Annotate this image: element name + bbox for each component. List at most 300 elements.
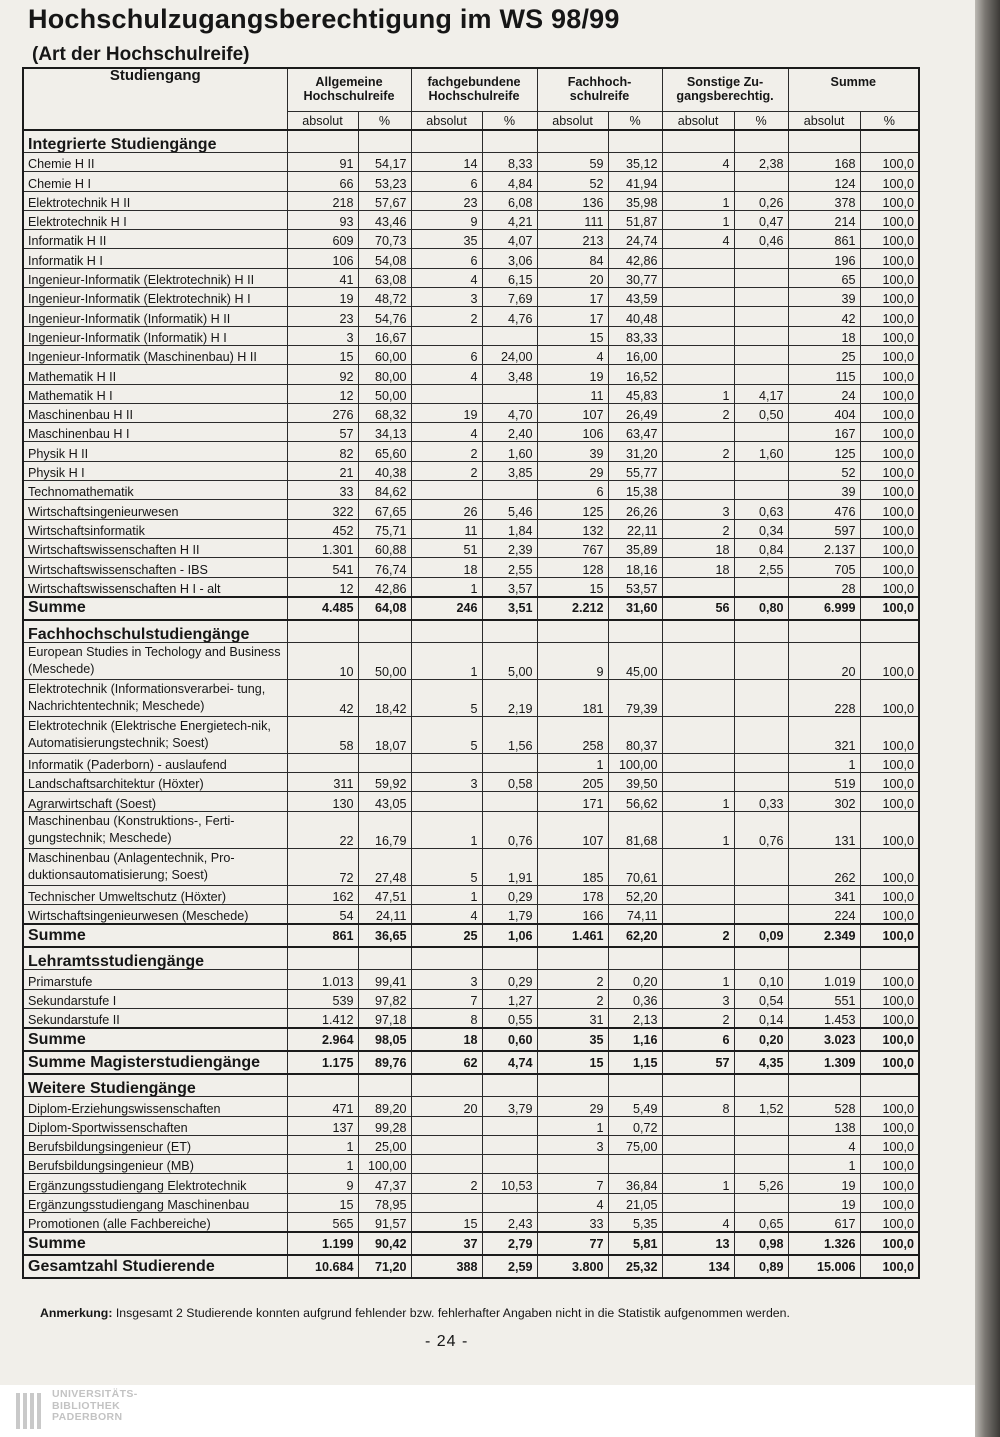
table-cell: 13	[662, 1232, 734, 1255]
table-cell: 9	[537, 642, 608, 679]
table-cell: 1,91	[482, 848, 537, 885]
table-cell: 6	[537, 481, 608, 500]
table-cell: 52	[537, 172, 608, 191]
table-cell: 35,89	[608, 538, 662, 557]
table-cell: 4,74	[482, 1051, 537, 1074]
row-label: Summe Magisterstudiengänge	[23, 1051, 287, 1074]
table-cell	[734, 1116, 788, 1135]
page-title: Hochschulzugangsberechtigung im WS 98/99	[28, 4, 620, 34]
row-label: Landschaftsarchitektur (Höxter)	[23, 773, 287, 792]
table-cell	[662, 1135, 734, 1154]
table-cell: 100,0	[860, 716, 919, 753]
table-row	[23, 792, 919, 811]
table-row	[23, 577, 919, 597]
table-cell: 18	[788, 326, 860, 345]
table-cell: 100,0	[860, 1051, 919, 1074]
table-cell: 20	[411, 1097, 482, 1116]
table-cell	[734, 345, 788, 364]
table-cell: 0,34	[734, 519, 788, 538]
table-cell: 16,79	[358, 811, 411, 848]
table-cell: 5,81	[608, 1232, 662, 1255]
row-label: Informatik (Paderborn) - auslaufend	[23, 753, 287, 772]
table-cell: 9	[287, 1174, 358, 1193]
table-cell: 39	[788, 288, 860, 307]
row-label: Wirtschaftswissenschaften - IBS	[23, 558, 287, 577]
table-cell: 0,76	[734, 811, 788, 848]
table-cell: 228	[788, 679, 860, 716]
table-cell: 11	[411, 519, 482, 538]
table-cell: 92	[287, 365, 358, 384]
table-cell: 14	[411, 153, 482, 172]
table-cell	[860, 620, 919, 643]
table-cell	[287, 1074, 358, 1097]
table-cell: 181	[537, 679, 608, 716]
table-cell: 0,76	[482, 811, 537, 848]
table-cell: 56,62	[608, 792, 662, 811]
table-cell: 2.137	[788, 538, 860, 557]
table-cell	[734, 753, 788, 772]
table-cell: 100,0	[860, 1174, 919, 1193]
table-cell: 97,18	[358, 1008, 411, 1028]
row-label: Ergänzungsstudiengang Elektrotechnik	[23, 1174, 287, 1193]
table-cell: 4	[662, 1212, 734, 1232]
table-cell	[734, 642, 788, 679]
table-cell: 1.013	[287, 970, 358, 989]
table-cell: 1,27	[482, 989, 537, 1008]
table-row	[23, 679, 919, 716]
table-cell	[734, 620, 788, 643]
table-cell: 476	[788, 500, 860, 519]
table-cell: 100,0	[860, 326, 919, 345]
table-cell	[734, 905, 788, 925]
table-cell: 100,0	[860, 1028, 919, 1051]
table-cell: 100,0	[860, 403, 919, 422]
table-cell: 84,62	[358, 481, 411, 500]
table-cell: 54,17	[358, 153, 411, 172]
table-cell: 6	[662, 1028, 734, 1051]
table-cell	[358, 620, 411, 643]
table-cell: 262	[788, 848, 860, 885]
table-cell	[287, 947, 358, 970]
header-absolut: absolut	[411, 112, 482, 131]
table-cell: 60,00	[358, 345, 411, 364]
table-cell	[734, 577, 788, 597]
table-cell: 100,0	[860, 307, 919, 326]
table-row	[23, 365, 919, 384]
table-cell: 36,65	[358, 924, 411, 947]
table-cell: 22	[287, 811, 358, 848]
table-cell	[482, 1074, 537, 1097]
table-cell: 67,65	[358, 500, 411, 519]
row-label: Wirtschaftsingenieurwesen	[23, 500, 287, 519]
table-cell: 100,0	[860, 1008, 919, 1028]
table-cell: 19	[788, 1174, 860, 1193]
table-cell: 100,0	[860, 905, 919, 925]
table-cell: 41	[287, 268, 358, 287]
table-cell: 0,89	[734, 1255, 788, 1278]
table-cell: 3.800	[537, 1255, 608, 1278]
table-cell: 3,51	[482, 597, 537, 620]
table-cell: 2,59	[482, 1255, 537, 1278]
table-cell: 0,63	[734, 500, 788, 519]
table-cell: 3	[411, 970, 482, 989]
table-row	[23, 249, 919, 268]
table-row	[23, 288, 919, 307]
table-cell: 167	[788, 423, 860, 442]
table-cell: 1	[537, 753, 608, 772]
table-cell: 15.006	[788, 1255, 860, 1278]
table-cell: 91,57	[358, 1212, 411, 1232]
table-cell: 100,0	[860, 597, 919, 620]
table-cell: 33	[287, 481, 358, 500]
table-cell: 1,16	[608, 1028, 662, 1051]
table-cell	[662, 716, 734, 753]
table-cell: 24	[788, 384, 860, 403]
table-cell: 378	[788, 191, 860, 210]
table-cell: 5	[411, 848, 482, 885]
table-cell	[788, 1074, 860, 1097]
table-cell: 80,37	[608, 716, 662, 753]
table-cell: 258	[537, 716, 608, 753]
table-cell: 35,12	[608, 153, 662, 172]
table-cell: 1.309	[788, 1051, 860, 1074]
table-cell	[860, 947, 919, 970]
table-cell: 19	[788, 1193, 860, 1212]
table-cell: 57	[287, 423, 358, 442]
table-cell	[411, 1193, 482, 1212]
table-cell	[734, 885, 788, 904]
table-cell: 77	[537, 1232, 608, 1255]
table-cell: 597	[788, 519, 860, 538]
table-cell: 10.684	[287, 1255, 358, 1278]
table-cell: 15,38	[608, 481, 662, 500]
summe-row	[23, 924, 919, 947]
table-cell	[662, 172, 734, 191]
row-label: Ingenieur-Informatik (Elektrotechnik) H I	[23, 288, 287, 307]
table-cell: 54,76	[358, 307, 411, 326]
table-cell: 43,46	[358, 210, 411, 229]
table-cell: 4	[411, 268, 482, 287]
table-cell: 4	[662, 230, 734, 249]
table-cell: 79,39	[608, 679, 662, 716]
table-cell: 100,0	[860, 753, 919, 772]
table-cell	[482, 1155, 537, 1174]
table-cell: 2	[411, 461, 482, 480]
table-cell: 35	[411, 230, 482, 249]
page-subtitle: (Art der Hochschulreife)	[32, 44, 250, 65]
table-cell	[662, 1155, 734, 1174]
table-cell	[662, 307, 734, 326]
table-cell: 1,60	[734, 442, 788, 461]
table-cell: 4.485	[287, 597, 358, 620]
table-cell: 1	[411, 577, 482, 597]
table-cell: 25,00	[358, 1135, 411, 1154]
table-cell	[734, 130, 788, 153]
table-cell: 15	[411, 1212, 482, 1232]
row-label: Elektrotechnik H II	[23, 191, 287, 210]
table-cell: 1	[287, 1155, 358, 1174]
table-cell	[482, 481, 537, 500]
table-cell: 2	[662, 403, 734, 422]
table-cell: 4,17	[734, 384, 788, 403]
table-cell: 124	[788, 172, 860, 191]
table-cell: 6,08	[482, 191, 537, 210]
table-cell: 60,88	[358, 538, 411, 557]
table-cell: 3,57	[482, 577, 537, 597]
table-cell	[411, 1116, 482, 1135]
table-cell: 100,0	[860, 423, 919, 442]
table-cell: 68,32	[358, 403, 411, 422]
table-cell: 18,16	[608, 558, 662, 577]
table-cell: 3	[662, 500, 734, 519]
table-row	[23, 1212, 919, 1232]
table-cell: 6.999	[788, 597, 860, 620]
table-row	[23, 538, 919, 557]
table-cell	[608, 1155, 662, 1174]
table-cell: 43,05	[358, 792, 411, 811]
table-cell: 767	[537, 538, 608, 557]
table-row	[23, 885, 919, 904]
row-label: Ingenieur-Informatik (Elektrotechnik) H II	[23, 268, 287, 287]
table-cell: 4,84	[482, 172, 537, 191]
table-cell: 609	[287, 230, 358, 249]
row-label: Ingenieur-Informatik (Informatik) H I	[23, 326, 287, 345]
table-row	[23, 1174, 919, 1193]
table-cell: 2	[537, 970, 608, 989]
table-cell: 37	[411, 1232, 482, 1255]
table-cell: 100,0	[860, 1255, 919, 1278]
table-cell: 80,00	[358, 365, 411, 384]
summe-magister-row	[23, 1051, 919, 1074]
table-cell: 7,69	[482, 288, 537, 307]
table-cell: 134	[662, 1255, 734, 1278]
table-cell	[860, 130, 919, 153]
row-label: Maschinenbau H II	[23, 403, 287, 422]
table-cell: 100,0	[860, 1097, 919, 1116]
table-cell: 53,57	[608, 577, 662, 597]
table-cell: 3	[287, 326, 358, 345]
table-cell: 24,11	[358, 905, 411, 925]
table-cell: 16,52	[608, 365, 662, 384]
table-cell: 51,87	[608, 210, 662, 229]
table-cell: 18	[411, 1028, 482, 1051]
table-cell: 57	[662, 1051, 734, 1074]
table-cell	[537, 1074, 608, 1097]
header-group: Summe	[788, 68, 919, 112]
table-cell: 5,35	[608, 1212, 662, 1232]
table-cell: 388	[411, 1255, 482, 1278]
table-cell	[358, 1074, 411, 1097]
table-cell: 12	[287, 577, 358, 597]
table-cell: 21,05	[608, 1193, 662, 1212]
table-cell: 54	[287, 905, 358, 925]
table-cell: 42,86	[608, 249, 662, 268]
table-cell: 4	[537, 345, 608, 364]
table-cell: 34,13	[358, 423, 411, 442]
table-cell: 276	[287, 403, 358, 422]
table-cell: 8,33	[482, 153, 537, 172]
table-cell: 100,0	[860, 461, 919, 480]
table-cell: 100,0	[860, 773, 919, 792]
table-cell: 91	[287, 153, 358, 172]
table-cell: 2	[537, 989, 608, 1008]
table-cell: 97,82	[358, 989, 411, 1008]
table-cell: 12	[287, 384, 358, 403]
table-cell: 74,11	[608, 905, 662, 925]
table-cell: 404	[788, 403, 860, 422]
row-label: Mathematik H II	[23, 365, 287, 384]
row-label: Summe	[23, 1232, 287, 1255]
table-cell: 71,20	[358, 1255, 411, 1278]
table-cell: 2.964	[287, 1028, 358, 1051]
table-cell	[734, 481, 788, 500]
row-label: Chemie H II	[23, 153, 287, 172]
table-cell: 10,53	[482, 1174, 537, 1193]
table-row	[23, 1097, 919, 1116]
table-row	[23, 773, 919, 792]
table-cell: 1,60	[482, 442, 537, 461]
table-cell: 100,0	[860, 885, 919, 904]
table-cell: 471	[287, 1097, 358, 1116]
row-label: Diplom-Erziehungswissenschaften	[23, 1097, 287, 1116]
table-cell: 100,0	[860, 924, 919, 947]
header-row-groups	[23, 68, 919, 112]
table-cell: 99,41	[358, 970, 411, 989]
table-cell: 1.019	[788, 970, 860, 989]
table-body	[23, 130, 919, 1278]
table-cell: 30,77	[608, 268, 662, 287]
row-label: Summe	[23, 597, 287, 620]
table-cell: 2,38	[734, 153, 788, 172]
table-cell: 100,00	[608, 753, 662, 772]
table-cell	[608, 947, 662, 970]
table-cell: 3,85	[482, 461, 537, 480]
table-cell	[662, 905, 734, 925]
table-cell: 125	[788, 442, 860, 461]
table-cell: 100,0	[860, 288, 919, 307]
table-cell: 42	[788, 307, 860, 326]
table-cell: 100,0	[860, 642, 919, 679]
table-row	[23, 848, 919, 885]
table-cell: 1.453	[788, 1008, 860, 1028]
row-label: Wirtschaftswissenschaften H II	[23, 538, 287, 557]
table-cell	[734, 1193, 788, 1212]
table-cell	[662, 423, 734, 442]
row-label: Berufsbildungsingenieur (MB)	[23, 1155, 287, 1174]
table-cell: 78,95	[358, 1193, 411, 1212]
table-cell: 17	[537, 307, 608, 326]
row-label: Summe	[23, 924, 287, 947]
table-cell: 5,26	[734, 1174, 788, 1193]
table-cell: 0,29	[482, 970, 537, 989]
table-cell: 35,98	[608, 191, 662, 210]
table-cell: 1,52	[734, 1097, 788, 1116]
table-cell	[411, 481, 482, 500]
table-cell: 28	[788, 577, 860, 597]
table-cell: 452	[287, 519, 358, 538]
row-label: Diplom-Sportwissenschaften	[23, 1116, 287, 1135]
table-cell: 18,07	[358, 716, 411, 753]
table-cell: 58	[287, 716, 358, 753]
table-cell: 0,72	[608, 1116, 662, 1135]
header-absolut: absolut	[287, 112, 358, 131]
table-cell: 213	[537, 230, 608, 249]
table-cell: 2.212	[537, 597, 608, 620]
table-cell: 2,19	[482, 679, 537, 716]
table-cell: 57,67	[358, 191, 411, 210]
footnote-label: Anmerkung:	[40, 1306, 113, 1320]
table-cell: 861	[788, 230, 860, 249]
table-cell: 2	[662, 442, 734, 461]
section-title: Weitere Studiengänge	[23, 1074, 287, 1097]
table-cell: 0,14	[734, 1008, 788, 1028]
table-row	[23, 970, 919, 989]
table-cell: 5,49	[608, 1097, 662, 1116]
section-title-row	[23, 947, 919, 970]
table-cell: 29	[537, 461, 608, 480]
table-cell	[734, 249, 788, 268]
table-cell: 2,43	[482, 1212, 537, 1232]
table-cell	[608, 1074, 662, 1097]
table-cell	[734, 268, 788, 287]
table-cell	[734, 326, 788, 345]
statistics-table	[22, 67, 920, 1279]
table-cell	[482, 326, 537, 345]
table-cell	[662, 679, 734, 716]
table-row	[23, 461, 919, 480]
table-cell: 107	[537, 403, 608, 422]
table-cell	[662, 753, 734, 772]
table-cell	[411, 130, 482, 153]
row-label: Elektrotechnik H I	[23, 210, 287, 229]
table-cell	[734, 947, 788, 970]
table-row	[23, 230, 919, 249]
table-row	[23, 191, 919, 210]
row-label: Maschinenbau H I	[23, 423, 287, 442]
table-cell: 1.175	[287, 1051, 358, 1074]
table-cell: 2	[411, 307, 482, 326]
table-cell: 83,33	[608, 326, 662, 345]
section-title-row	[23, 620, 919, 643]
table-cell: 111	[537, 210, 608, 229]
table-cell: 27,48	[358, 848, 411, 885]
table-cell	[287, 753, 358, 772]
table-cell: 2,13	[608, 1008, 662, 1028]
table-cell: 4,76	[482, 307, 537, 326]
table-cell: 106	[287, 249, 358, 268]
table-cell: 1	[662, 792, 734, 811]
header-percent: %	[608, 112, 662, 131]
table-cell: 302	[788, 792, 860, 811]
table-cell: 100,0	[860, 558, 919, 577]
table-cell: 541	[287, 558, 358, 577]
table-cell: 21	[287, 461, 358, 480]
logo-line: BIBLIOTHEK	[52, 1399, 121, 1412]
table-cell: 1	[537, 1116, 608, 1135]
table-cell: 0,55	[482, 1008, 537, 1028]
table-cell: 15	[537, 326, 608, 345]
row-label: Ingenieur-Informatik (Informatik) H II	[23, 307, 287, 326]
table-cell	[287, 620, 358, 643]
table-cell: 0,36	[608, 989, 662, 1008]
table-row	[23, 268, 919, 287]
row-label: Informatik H II	[23, 230, 287, 249]
table-row	[23, 519, 919, 538]
table-cell: 59,92	[358, 773, 411, 792]
table-cell: 322	[287, 500, 358, 519]
table-cell: 100,0	[860, 989, 919, 1008]
table-row	[23, 210, 919, 229]
